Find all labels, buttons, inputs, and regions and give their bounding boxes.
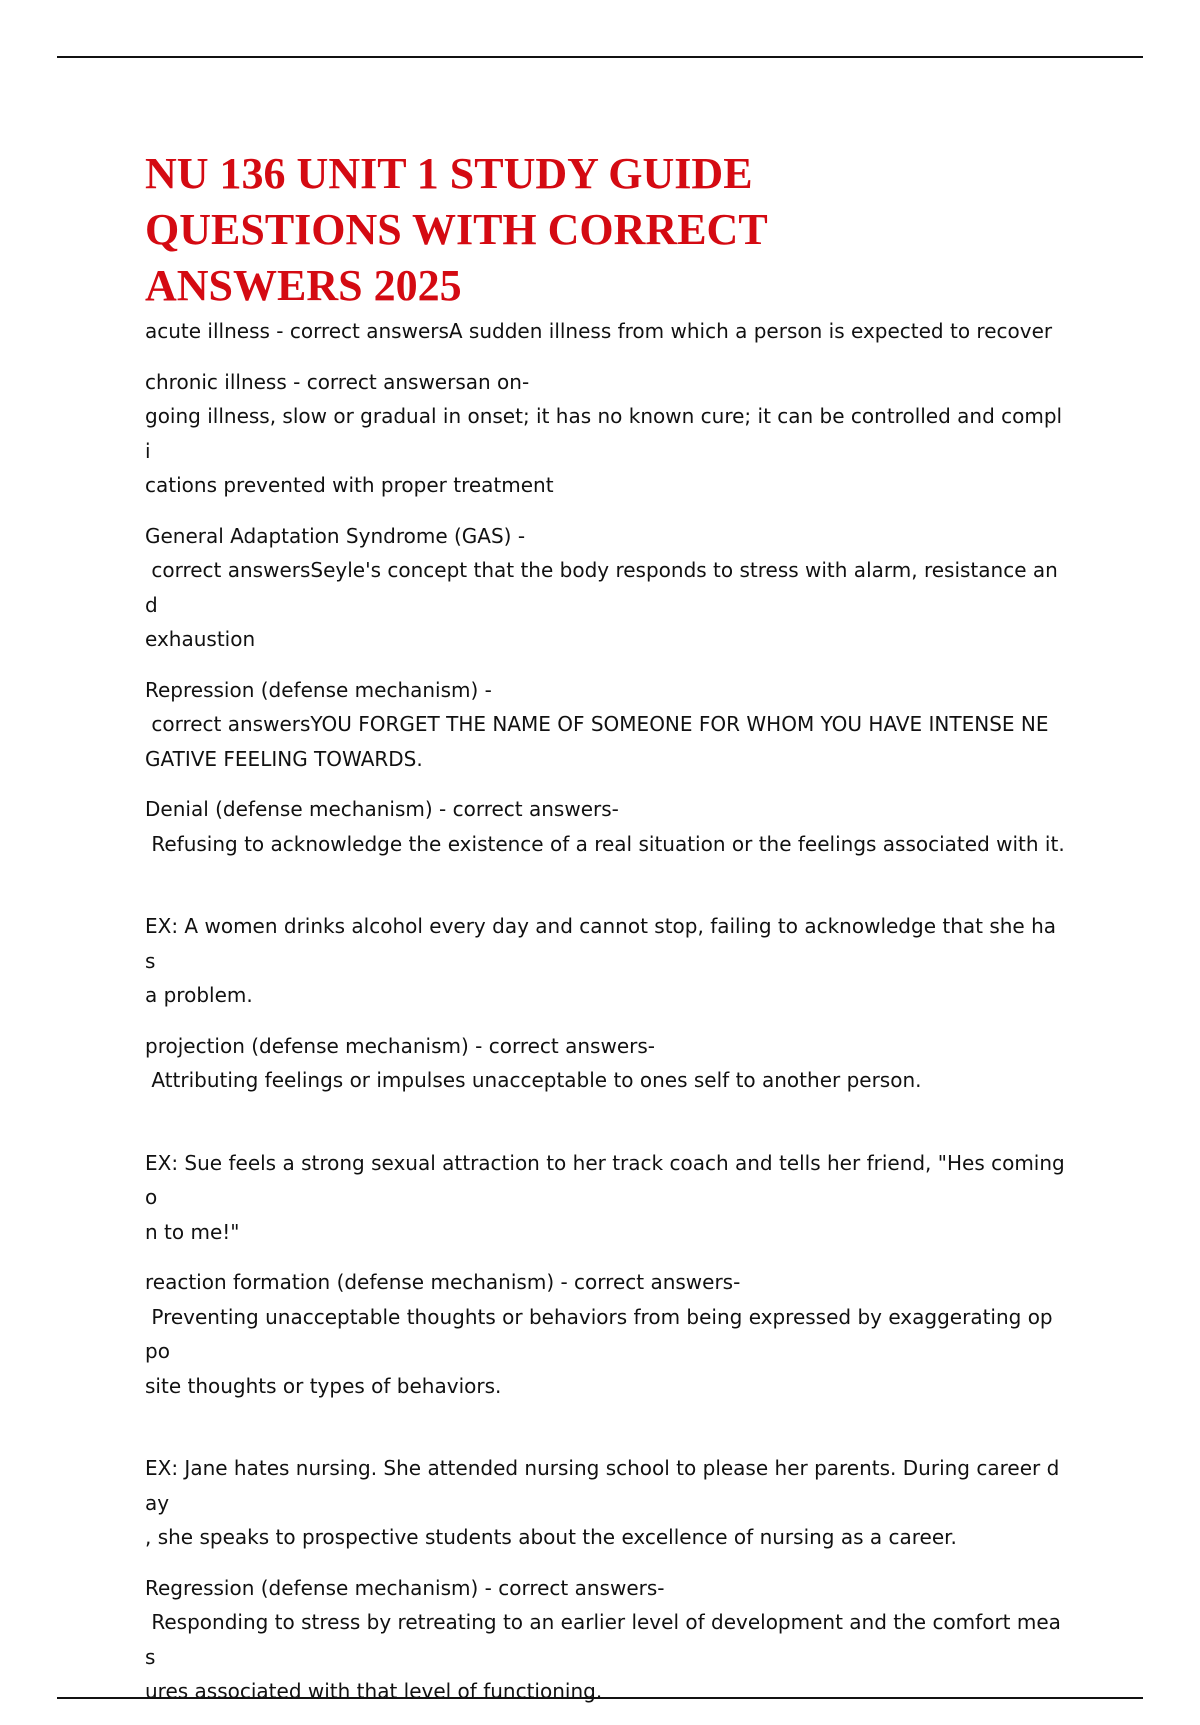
qa-example-denial: EX: A women drinks alcohol every day and cannot stop, failing to acknowledge that she has a problem. (145, 914, 1057, 1007)
qa-entry-acute-illness: acute illness - correct answersA sudden illness from which a person is expected to recover (145, 319, 1053, 343)
qa-entry-general-adaptation-syndrome: General Adaptation Syndrome (GAS) - correct answersSeyle's concept that the body responds to stress with alarm, resistance and exhaustion (145, 523, 1058, 651)
qa-example-reaction-formation: EX: Jane hates nursing. She attended nursing school to please her parents. During career day , she speaks to prospective students about the excellence of nursing as a career. (145, 1456, 1060, 1549)
document-title: NU 136 UNIT 1 STUDY GUIDE QUESTIONS WITH CORRECT ANSWERS 2025 (145, 149, 767, 310)
qa-entry-chronic-illness: chronic illness - correct answersan on- going illness, slow or gradual in onset; it has no known cure; it can be controlled and compli cations prevented with proper treatment (145, 369, 1063, 497)
qa-entry-regression: Regression (defense mechanism) - correct answers- Responding to stress by retreating to an earlier level of development and the comfort meas ures associated with that level of functioning. (145, 1575, 1061, 1703)
header-rule (57, 56, 1143, 58)
qa-entry-projection: projection (defense mechanism) - correct answers- Attributing feelings or impulses unacceptable to ones self to another person. (145, 1033, 922, 1092)
document-body (145, 146, 1065, 1725)
footer-rule (57, 1697, 1143, 1699)
qa-entry-repression: Repression (defense mechanism) - correct answersYOU FORGET THE NAME OF SOMEONE FOR WHOM YOU HAVE INTENSE NE GATIVE FEELING TOWARDS. (145, 677, 1049, 771)
qa-example-projection: EX: Sue feels a strong sexual attraction to her track coach and tells her friend, "Hes coming o n to me!" (145, 1150, 1065, 1244)
qa-entry-denial: Denial (defense mechanism) - correct answers- Refusing to acknowledge the existence of a real situation or the feelings associated with it. (145, 797, 1065, 856)
qa-entry-reaction-formation: reaction formation (defense mechanism) - correct answers- Preventing unacceptable thoughts or behaviors from being expressed by exaggerating oppo site thoughts or types of behaviors. (145, 1270, 1053, 1398)
